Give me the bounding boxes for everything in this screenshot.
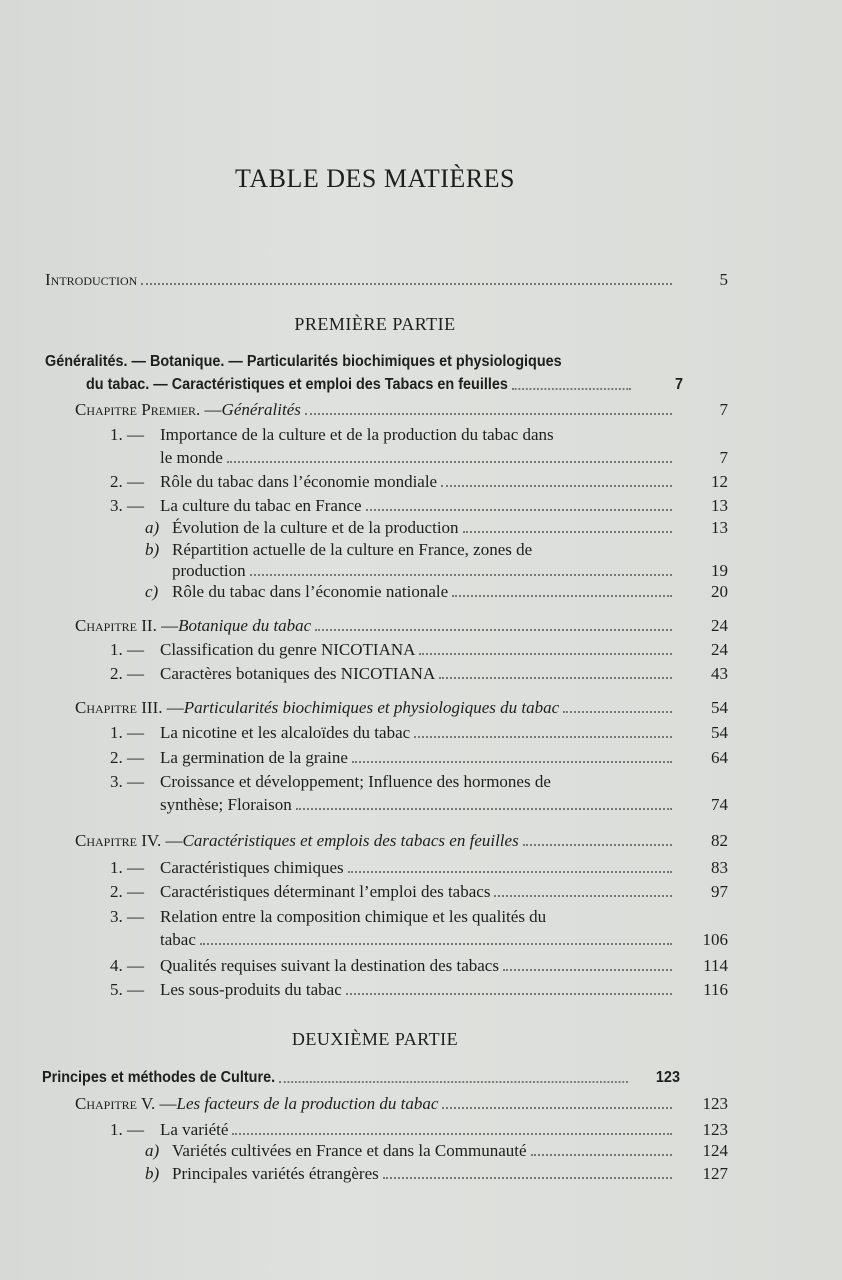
dot-leader — [563, 711, 672, 713]
page-number: 123 — [702, 1094, 728, 1113]
toc-entry — [110, 640, 728, 660]
toc-entry-text: Rôle du tabac dans l’économie nationale — [172, 582, 449, 601]
toc-entry-text: La variété — [160, 1120, 229, 1139]
part-heading-2: DEUXIÈME PARTIE — [291, 1029, 459, 1049]
toc-entry — [110, 956, 728, 976]
toc-entry-label: 2. — — [110, 664, 144, 683]
dot-leader — [531, 1154, 672, 1156]
page-number: 116 — [703, 980, 728, 999]
toc-entry-text: Classification du genre NICOTIANA — [160, 640, 416, 659]
page-number: 7 — [719, 400, 728, 419]
dot-leader — [315, 629, 672, 631]
dot-leader — [463, 531, 672, 533]
toc-entry-label: 1. — — [110, 858, 144, 877]
dot-leader — [250, 574, 672, 576]
toc-entry-text: Relation entre la composition chimique et les qualités du — [160, 907, 547, 926]
dot-leader — [348, 871, 672, 873]
page-number: 127 — [702, 1164, 728, 1183]
toc-entry — [42, 1068, 680, 1088]
toc-entry — [45, 352, 675, 372]
dot-leader — [346, 993, 672, 995]
toc-entry-text: Généralités. — Botanique. — Particularités biochimiques et physiologiques — [45, 353, 562, 370]
toc-entry-text: La germination de la graine — [160, 748, 348, 767]
page-number: 64 — [711, 748, 728, 767]
toc-entry-label: 1. — — [110, 640, 144, 659]
toc-entry-label: 2. — — [110, 882, 144, 901]
toc-entry-label: Chapitre IV. — — [75, 831, 183, 850]
page-number: 13 — [711, 496, 728, 515]
page-number: 123 — [655, 1069, 680, 1086]
toc-entry — [110, 748, 728, 768]
dot-leader — [442, 1107, 672, 1109]
page-number: 5 — [719, 270, 728, 289]
toc-entry — [110, 858, 728, 878]
toc-entry-text: Généralités — [221, 400, 301, 419]
toc-entry — [172, 561, 728, 581]
toc-entry-text: production — [172, 561, 246, 580]
toc-entry — [110, 882, 728, 902]
toc-entry-text: Rôle du tabac dans l’économie mondiale — [160, 472, 438, 491]
toc-entry — [75, 698, 728, 718]
toc-entry-text: Caractères botaniques des NICOTIANA — [160, 664, 436, 683]
toc-entry — [110, 723, 728, 743]
page-number: 24 — [711, 616, 728, 635]
dot-leader — [305, 413, 672, 415]
toc-entry-label: c) — [145, 582, 159, 601]
dot-leader — [366, 509, 672, 511]
toc-entry — [45, 270, 728, 290]
toc-entry-text: Évolution de la culture et de la production — [172, 518, 459, 537]
toc-entry — [110, 425, 722, 445]
toc-entry — [145, 1164, 728, 1184]
toc-entry-text: Répartition actuelle de la culture en France, zones de — [172, 540, 533, 559]
page-number: 123 — [702, 1120, 728, 1139]
toc-entry-label: b) — [145, 1164, 160, 1183]
page-number: 106 — [702, 930, 728, 949]
dot-leader — [439, 677, 672, 679]
dot-leader — [452, 595, 672, 597]
toc-entry — [75, 1094, 728, 1114]
page-number: 97 — [711, 882, 728, 901]
dot-leader — [512, 388, 631, 390]
toc-entry-label: Chapitre II. — — [75, 616, 179, 635]
toc-entry-label: a) — [145, 1141, 160, 1160]
toc-entry-text: Caractéristiques et emplois des tabacs en feuilles — [182, 831, 519, 850]
toc-entry-text: Principales variétés étrangères — [172, 1164, 379, 1183]
toc-entry-label: 2. — — [110, 748, 144, 767]
toc-entry-label: 1. — — [110, 723, 144, 742]
dot-leader — [141, 283, 672, 285]
toc-entry-label: Chapitre Premier. — — [75, 400, 222, 419]
toc-entry-text: La culture du tabac en France — [160, 496, 362, 515]
page-number: 43 — [711, 664, 728, 683]
dot-leader — [441, 485, 672, 487]
toc-entry — [145, 582, 728, 602]
toc-entry-text: Particularités biochimiques et physiologiques du tabac — [183, 698, 560, 717]
part-heading-1: PREMIÈRE PARTIE — [294, 314, 456, 334]
toc-entry-text: le monde — [160, 448, 223, 467]
toc-entry — [110, 772, 722, 792]
toc-entry-label: Chapitre V. — — [75, 1094, 177, 1113]
toc-entry-text: Les facteurs de la production du tabac — [176, 1094, 439, 1113]
page-number: 54 — [711, 723, 728, 742]
toc-entry-text: Caractéristiques déterminant l’emploi des tabacs — [160, 882, 491, 901]
dot-leader — [494, 895, 672, 897]
dot-leader — [352, 761, 672, 763]
toc-entry-label: 1. — — [110, 1120, 144, 1139]
toc-entry-text: Les sous-produits du tabac — [160, 980, 342, 999]
toc-entry — [110, 496, 728, 516]
toc-entry — [110, 1120, 728, 1140]
dot-leader — [232, 1133, 672, 1135]
toc-entry-text: Croissance et développement; Influence des hormones de — [160, 772, 551, 791]
page-number: 83 — [711, 858, 728, 877]
page-number: 12 — [711, 472, 728, 491]
toc-entry-text: Introduction — [45, 270, 138, 289]
page-number: 24 — [711, 640, 728, 659]
dot-leader — [227, 461, 672, 463]
dot-leader — [279, 1081, 628, 1083]
dot-leader — [419, 653, 672, 655]
toc-entry — [160, 930, 728, 950]
toc-entry — [75, 400, 728, 420]
toc-entry-text: Caractéristiques chimiques — [160, 858, 344, 877]
toc-entry — [145, 540, 722, 560]
toc-entry-text: Qualités requises suivant la destination des tabacs — [160, 956, 499, 975]
dot-leader — [296, 808, 672, 810]
toc-entry-text: tabac — [160, 930, 196, 949]
page-number: 7 — [675, 376, 684, 393]
toc-entry — [110, 664, 728, 684]
page-title: TABLE DES MATIÈRES — [235, 164, 515, 193]
dot-leader — [414, 736, 672, 738]
toc-entry-label: 2. — — [110, 472, 144, 491]
page-number: 124 — [702, 1141, 728, 1160]
page-number: 7 — [719, 448, 728, 467]
dot-leader — [503, 969, 672, 971]
toc-entry-text: Principes et méthodes de Culture. — [42, 1069, 276, 1086]
page-number: 54 — [711, 698, 728, 717]
toc-entry — [110, 907, 722, 927]
toc-entry — [145, 1141, 728, 1161]
page-number: 13 — [711, 518, 728, 537]
page-number: 82 — [711, 831, 728, 850]
page-number: 19 — [711, 561, 728, 580]
toc-entry-text: Variétés cultivées en France et dans la Communauté — [172, 1141, 527, 1160]
toc-entry — [145, 518, 728, 538]
toc-entry-label: Chapitre III. — — [75, 698, 184, 717]
toc-entry-label: b) — [145, 540, 160, 559]
page-number: 20 — [711, 582, 728, 601]
page-number: 74 — [711, 795, 728, 814]
toc-entry-label: 5. — — [110, 980, 144, 999]
toc-entry — [110, 980, 728, 1000]
toc-entry — [75, 616, 728, 636]
page-number: 114 — [703, 956, 728, 975]
toc-entry-label: 3. — — [110, 907, 144, 926]
toc-entry-text: La nicotine et les alcaloïdes du tabac — [160, 723, 411, 742]
dot-leader — [200, 943, 672, 945]
toc-entry — [86, 375, 684, 395]
toc-entry-label: 3. — — [110, 496, 144, 515]
toc-entry-label: a) — [145, 518, 160, 537]
toc-entry-label: 1. — — [110, 425, 144, 444]
dot-leader — [523, 844, 672, 846]
toc-entry-text: du tabac. — Caractéristiques et emploi des Tabacs en feuilles — [86, 376, 508, 393]
toc-entry — [160, 448, 728, 468]
toc-entry-label: 3. — — [110, 772, 144, 791]
toc-entry — [75, 831, 728, 851]
toc-entry — [160, 795, 728, 815]
dot-leader — [383, 1177, 672, 1179]
toc-entry-label: 4. — — [110, 956, 144, 975]
toc-entry-text: Importance de la culture et de la production du tabac dans — [160, 425, 554, 444]
toc-entry — [110, 472, 728, 492]
toc-entry-text: Botanique du tabac — [178, 616, 312, 635]
toc-entry-text: synthèse; Floraison — [160, 795, 292, 814]
